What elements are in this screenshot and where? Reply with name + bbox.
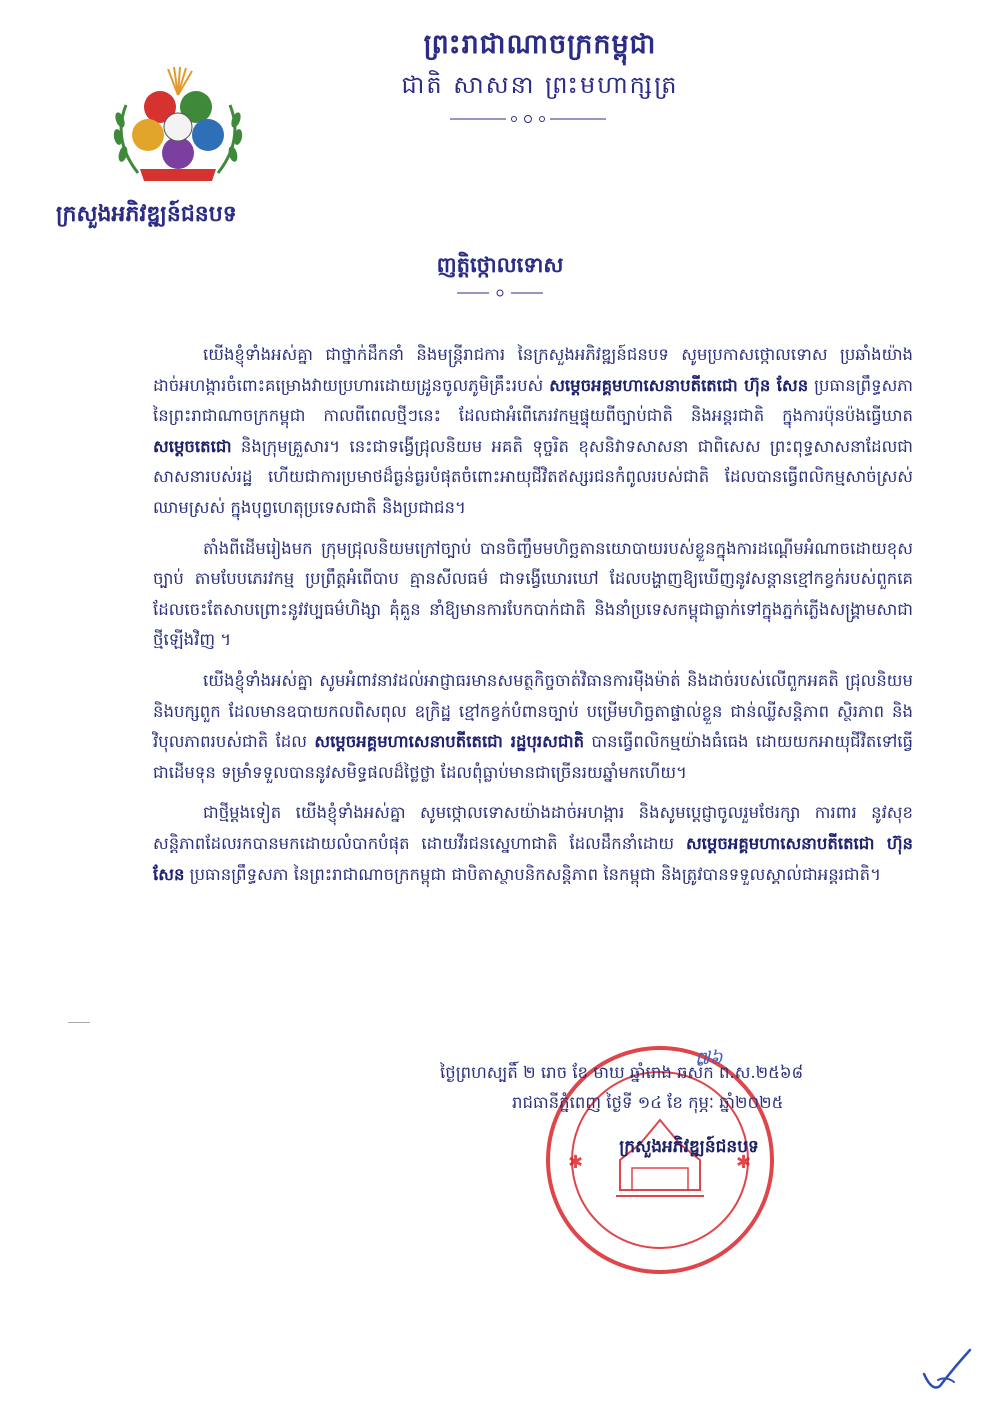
text-run: ប្រធានព្រឹទ្ធសភា នៃព្រះរាជាណាចក្រកម្ពុជា កាលពីពេលថ្មីៗនេះ ដែលជាអំពើភេរវកម្មផ្ទុយពីច្បាប់ជាតិ និងអន្តរជាតិ ក្នុងការប៉ុនប៉ងធ្វើឃាត	[153, 375, 913, 426]
paragraph-2	[153, 534, 913, 656]
emphasized-name: សម្ដេចតេជោ	[153, 436, 232, 456]
emphasized-name: សម្ដេចអគ្គមហាសេនាបតីតេជោ ហ៊ុន សែន	[549, 375, 809, 395]
seal-ministry-label: ក្រសួងអភិវឌ្ឍន៍ជនបទ	[619, 1137, 759, 1157]
emphasized-name: សម្ដេចអគ្គមហាសេនាបតីតេជោ រដ្ឋបុរសជាតិ	[314, 732, 585, 752]
text-run: តាំងពីដើមរៀងមក ក្រុមជ្រុលនិយមក្រៅច្បាប់ បានចិញ្ចឹមមហិច្ឆតានយោបាយរបស់ខ្លួនក្នុងការដណ្ដើមអំណាចដោយខុសច្បាប់ តាមបែបភេរវកម្ម ប្រព្រឹត្តអំពើបាប គ្មានសីលធម៌ ជាទង្វើឃោរឃៅ ដែលបង្ហាញឱ្យឃើញនូវសន្តានខ្មៅកខ្វក់របស់ពួកគេ ដែលចេះតែសាបព្រោះនូវវប្បធម៌ហិង្សា គុំគួន នាំឱ្យមានការបែកបាក់ជាតិ និងនាំប្រទេសកម្ពុជាធ្លាក់ទៅក្នុងភ្នក់ភ្លើងសង្គ្រាមសាជាថ្មីឡើងវិញ ។	[153, 538, 913, 650]
margin-mark	[68, 1022, 90, 1023]
paragraph-4	[153, 798, 913, 890]
text-run: យើងខ្ញុំទាំងអស់គ្នា សូមអំពាវនាវដល់អាជ្ញាធរមានសមត្ថកិច្ចចាត់វិធានការម៉ឺងម៉ាត់ និងដាច់របស់លើពួកអគតិ ជ្រុលនិយម និងបក្សពួក ដែលមានឧបាយកលពិសពុល ឧក្រិដ្ឋ ខ្មៅកខ្វក់បំពានច្បាប់ បម្រើមហិច្ឆតាផ្ទាល់ខ្លួន ជាន់ឈ្លីសន្តិភាព ស្ថិរភាព និងវិបុលភាពរបស់ជាតិ ដែល	[153, 670, 913, 752]
signature-check-icon	[918, 1346, 978, 1396]
text-run: និងក្រុមគ្រួសារ។ នេះជាទង្វើជ្រុលនិយម អគតិ ទុច្ចរិត ខុសនិវាទសាសនា ជាពិសេស ព្រះពុទ្ធសាសនាដែលជាសាសនារបស់រដ្ឋ ហើយជាការប្រមាថដ៏ធ្ងន់ធ្ងរបំផុតចំពោះអាយុជីវិតឥស្សរជនកំពូលរបស់ជាតិ ដែលបានធ្វើពលិកម្មសាច់ស្រស់ឈាមស្រស់ ក្នុងបុព្វហេតុប្រទេសជាតិ និងប្រជាជន។	[153, 436, 913, 517]
emphasized-name: សម្ដេចអគ្គមហាសេនាបតីតេជោ ហ៊ុន សែន	[153, 833, 913, 884]
svg-text:✱: ✱	[736, 1152, 752, 1173]
handwritten-note: ៧៦	[695, 1048, 723, 1069]
ministry-logo	[108, 65, 248, 193]
paragraph-3	[153, 666, 913, 788]
text-run: យើងខ្ញុំទាំងអស់គ្នា ជាថ្នាក់ដឹកនាំ និងមន្ត្រីរាជការ នៃក្រសួងអភិវឌ្ឍន៍ជនបទ សូមប្រកាសថ្កោលទោស ប្រឆាំងយ៉ាងដាច់អហង្ការចំពោះគម្រោងវាយប្រហារដោយដ្រូនចូលភូមិគ្រឹះរបស់	[153, 345, 913, 395]
national-motto: ជាតិ សាសនា ព្រះមហាក្សត្រ	[401, 71, 679, 99]
lunar-date: ថ្ងៃព្រហស្បតិ៍ ២ រោច ខែ មាឃ ឆ្នាំរោង ឆស័ក ព.ស.២៥៦៨	[440, 1063, 804, 1082]
text-run: ប្រធានព្រឹទ្ធសភា នៃព្រះរាជាណាចក្រកម្ពុជា ជាបិតាស្ថាបនិកសន្តិភាព នៃកម្ពុជា និងត្រូវបានទទួលស្គាល់ជាអន្តរជាតិ។	[184, 864, 881, 884]
paragraph-1	[153, 340, 913, 524]
title-divider-icon	[455, 288, 545, 298]
text-run: ជាថ្មីម្ដងទៀត យើងខ្ញុំទាំងអស់គ្នា សូមថ្កោលទោសយ៉ាងដាច់អហង្ការ និងសូមប្ដេជ្ញាចូលរួមថែរក្សា ការពារ នូវសុខសន្តិភាពដែលរកបានមកដោយលំបាកបំផុត ដោយវីរជនស្នេហាជាតិ ដែលដឹកនាំដោយ	[153, 803, 913, 853]
kingdom-title: ព្រះរាជាណាចក្រកម្ពុជា	[423, 29, 657, 60]
petition-body	[153, 340, 913, 900]
ministry-name: ក្រសួងអភិវឌ្ឍន៍ជនបទ	[56, 201, 237, 227]
solar-date: រាជធានីភ្នំពេញ ថ្ងៃទី ១៤ ខែ កុម្ភៈ ឆ្នាំ២០២៥	[512, 1093, 784, 1112]
svg-text:✱: ✱	[568, 1152, 584, 1173]
document-title: ញត្តិថ្កោលទោស	[436, 252, 564, 277]
ornament-divider-icon	[448, 112, 608, 126]
text-run: បានធ្វើពលិកម្មយ៉ាងធំធេង ដោយយកអាយុជីវិតទៅធ្វើជាដើមទុន ទម្រាំទទួលបាននូវសមិទ្ធផលដ៏ថ្លៃថ្លា ដែលពុំធ្លាប់មានជាច្រើនរយឆ្នាំមកហើយ។	[153, 732, 913, 782]
